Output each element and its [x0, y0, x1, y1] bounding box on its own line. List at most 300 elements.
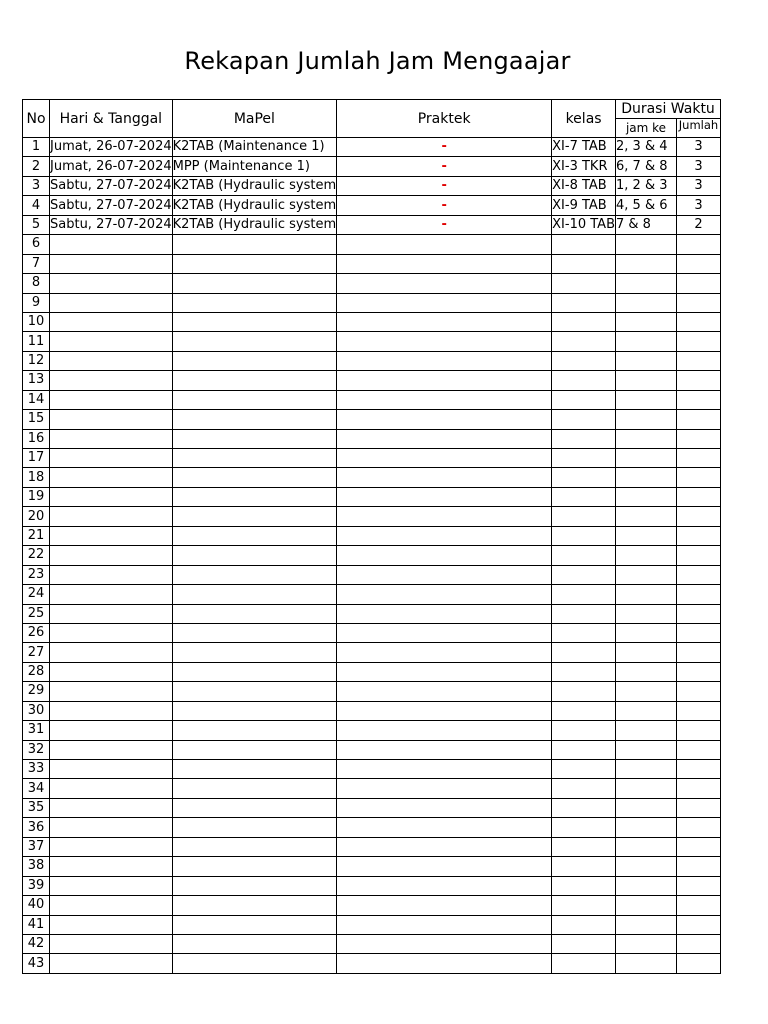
- cell-jam-ke: 7 & 8: [616, 215, 677, 234]
- cell-no: 19: [23, 487, 50, 506]
- cell-praktek: [337, 390, 552, 409]
- cell-mapel: [172, 468, 337, 487]
- cell-praktek: -: [337, 138, 552, 157]
- cell-hari-tanggal: [50, 526, 173, 545]
- table-row: [23, 585, 721, 604]
- cell-jumlah: [677, 526, 721, 545]
- cell-no: 28: [23, 662, 50, 681]
- cell-jam-ke: [616, 798, 677, 817]
- cell-jumlah: [677, 934, 721, 953]
- cell-jumlah: [677, 740, 721, 759]
- table-row: [23, 351, 721, 370]
- cell-no: 14: [23, 390, 50, 409]
- cell-no: 16: [23, 429, 50, 448]
- cell-jam-ke: [616, 546, 677, 565]
- cell-jumlah: 3: [677, 196, 721, 215]
- cell-kelas: [552, 235, 616, 254]
- table-row: [23, 254, 721, 273]
- cell-mapel: [172, 604, 337, 623]
- cell-mapel: [172, 332, 337, 351]
- cell-no: 37: [23, 837, 50, 856]
- table-row: [23, 293, 721, 312]
- cell-kelas: [552, 371, 616, 390]
- cell-jumlah: 3: [677, 176, 721, 195]
- cell-hari-tanggal: [50, 274, 173, 293]
- cell-hari-tanggal: [50, 662, 173, 681]
- cell-kelas: [552, 740, 616, 759]
- table-row: [23, 449, 721, 468]
- cell-jam-ke: [616, 449, 677, 468]
- cell-no: 30: [23, 701, 50, 720]
- cell-jumlah: [677, 915, 721, 934]
- cell-jam-ke: [616, 604, 677, 623]
- cell-hari-tanggal: [50, 351, 173, 370]
- cell-jumlah: [677, 351, 721, 370]
- cell-praktek: [337, 876, 552, 895]
- cell-jam-ke: [616, 274, 677, 293]
- cell-no: 33: [23, 760, 50, 779]
- cell-mapel: [172, 390, 337, 409]
- table-row: [23, 740, 721, 759]
- cell-jam-ke: [616, 857, 677, 876]
- cell-mapel: [172, 682, 337, 701]
- cell-hari-tanggal: [50, 468, 173, 487]
- cell-praktek: [337, 604, 552, 623]
- cell-jumlah: [677, 662, 721, 681]
- cell-praktek: [337, 274, 552, 293]
- cell-no: 42: [23, 934, 50, 953]
- cell-hari-tanggal: [50, 235, 173, 254]
- table-row: [23, 604, 721, 623]
- cell-no: 12: [23, 351, 50, 370]
- cell-mapel: [172, 487, 337, 506]
- page-title: Rekapan Jumlah Jam Mengaajar: [184, 47, 571, 75]
- cell-praktek: [337, 332, 552, 351]
- cell-hari-tanggal: [50, 740, 173, 759]
- cell-kelas: [552, 449, 616, 468]
- cell-jam-ke: [616, 565, 677, 584]
- cell-no: 43: [23, 954, 50, 973]
- cell-jam-ke: [616, 390, 677, 409]
- cell-jam-ke: [616, 585, 677, 604]
- cell-praktek: [337, 546, 552, 565]
- cell-no: 21: [23, 526, 50, 545]
- cell-hari-tanggal: [50, 701, 173, 720]
- cell-kelas: [552, 954, 616, 973]
- table-row: [23, 235, 721, 254]
- cell-hari-tanggal: [50, 371, 173, 390]
- cell-kelas: [552, 760, 616, 779]
- cell-no: 8: [23, 274, 50, 293]
- cell-jam-ke: [616, 351, 677, 370]
- cell-hari-tanggal: [50, 565, 173, 584]
- cell-jam-ke: 4, 5 & 6: [616, 196, 677, 215]
- cell-kelas: [552, 390, 616, 409]
- cell-no: 29: [23, 682, 50, 701]
- cell-jam-ke: [616, 623, 677, 642]
- cell-no: 7: [23, 254, 50, 273]
- cell-kelas: XI-8 TAB: [552, 176, 616, 195]
- cell-hari-tanggal: [50, 954, 173, 973]
- cell-kelas: [552, 604, 616, 623]
- table-row: [23, 721, 721, 740]
- cell-no: 27: [23, 643, 50, 662]
- table-row: [23, 682, 721, 701]
- cell-kelas: [552, 507, 616, 526]
- cell-praktek: [337, 623, 552, 642]
- table-row: [23, 138, 721, 157]
- cell-no: 15: [23, 410, 50, 429]
- cell-jam-ke: [616, 740, 677, 759]
- cell-jumlah: [677, 760, 721, 779]
- cell-mapel: [172, 274, 337, 293]
- cell-mapel: [172, 526, 337, 545]
- cell-praktek: [337, 740, 552, 759]
- table-row: [23, 643, 721, 662]
- header-mapel: MaPel: [172, 100, 337, 138]
- cell-praktek: [337, 701, 552, 720]
- cell-mapel: K2TAB (Maintenance 1): [172, 138, 337, 157]
- table-row: [23, 701, 721, 720]
- cell-mapel: [172, 546, 337, 565]
- cell-mapel: [172, 857, 337, 876]
- cell-jam-ke: [616, 332, 677, 351]
- cell-jumlah: [677, 798, 721, 817]
- cell-hari-tanggal: [50, 798, 173, 817]
- cell-mapel: [172, 954, 337, 973]
- cell-mapel: [172, 507, 337, 526]
- cell-hari-tanggal: [50, 760, 173, 779]
- cell-jam-ke: [616, 915, 677, 934]
- cell-kelas: [552, 546, 616, 565]
- cell-jumlah: [677, 468, 721, 487]
- cell-mapel: K2TAB (Hydraulic system: [172, 215, 337, 234]
- cell-jumlah: [677, 721, 721, 740]
- header-jumlah: Jumlah: [677, 119, 721, 138]
- cell-mapel: [172, 760, 337, 779]
- cell-hari-tanggal: [50, 818, 173, 837]
- table-row: [23, 468, 721, 487]
- table-row: [23, 176, 721, 195]
- cell-mapel: [172, 585, 337, 604]
- cell-hari-tanggal: [50, 682, 173, 701]
- cell-kelas: XI-3 TKR: [552, 157, 616, 176]
- header-jam-ke: jam ke: [616, 119, 677, 138]
- cell-jumlah: [677, 623, 721, 642]
- cell-no: 32: [23, 740, 50, 759]
- cell-jam-ke: [616, 254, 677, 273]
- cell-jumlah: [677, 449, 721, 468]
- cell-kelas: [552, 410, 616, 429]
- table-body: [23, 138, 721, 974]
- cell-jumlah: [677, 818, 721, 837]
- cell-no: 38: [23, 857, 50, 876]
- cell-jam-ke: [616, 371, 677, 390]
- cell-no: 34: [23, 779, 50, 798]
- cell-mapel: [172, 235, 337, 254]
- cell-kelas: [552, 254, 616, 273]
- cell-praktek: [337, 857, 552, 876]
- table-row: [23, 818, 721, 837]
- cell-kelas: [552, 293, 616, 312]
- cell-kelas: [552, 896, 616, 915]
- cell-hari-tanggal: [50, 429, 173, 448]
- cell-jam-ke: [616, 662, 677, 681]
- cell-praktek: -: [337, 196, 552, 215]
- cell-praktek: [337, 410, 552, 429]
- table-row: [23, 934, 721, 953]
- cell-kelas: [552, 701, 616, 720]
- cell-praktek: [337, 371, 552, 390]
- cell-praktek: [337, 351, 552, 370]
- cell-mapel: [172, 254, 337, 273]
- cell-jumlah: [677, 371, 721, 390]
- cell-no: 18: [23, 468, 50, 487]
- cell-hari-tanggal: [50, 254, 173, 273]
- table-row: [23, 857, 721, 876]
- cell-no: 9: [23, 293, 50, 312]
- cell-kelas: [552, 351, 616, 370]
- cell-mapel: [172, 876, 337, 895]
- cell-kelas: [552, 332, 616, 351]
- cell-jumlah: [677, 410, 721, 429]
- cell-praktek: [337, 312, 552, 331]
- cell-hari-tanggal: Sabtu, 27-07-2024: [50, 176, 173, 195]
- cell-no: 5: [23, 215, 50, 234]
- table-row: [23, 371, 721, 390]
- cell-kelas: XI-7 TAB: [552, 138, 616, 157]
- cell-hari-tanggal: Jumat, 26-07-2024: [50, 157, 173, 176]
- cell-no: 26: [23, 623, 50, 642]
- cell-mapel: [172, 293, 337, 312]
- cell-mapel: [172, 643, 337, 662]
- cell-jam-ke: [616, 643, 677, 662]
- cell-no: 25: [23, 604, 50, 623]
- cell-kelas: [552, 934, 616, 953]
- cell-kelas: [552, 643, 616, 662]
- cell-mapel: [172, 371, 337, 390]
- cell-jumlah: [677, 857, 721, 876]
- cell-hari-tanggal: [50, 390, 173, 409]
- table-row: [23, 526, 721, 545]
- cell-jumlah: [677, 332, 721, 351]
- cell-praktek: [337, 507, 552, 526]
- cell-jumlah: [677, 390, 721, 409]
- cell-kelas: [552, 662, 616, 681]
- cell-no: 13: [23, 371, 50, 390]
- cell-jumlah: [677, 565, 721, 584]
- cell-mapel: [172, 312, 337, 331]
- cell-jam-ke: [616, 779, 677, 798]
- table-row: [23, 954, 721, 973]
- cell-hari-tanggal: Sabtu, 27-07-2024: [50, 215, 173, 234]
- table-row: [23, 837, 721, 856]
- cell-kelas: [552, 857, 616, 876]
- cell-kelas: [552, 468, 616, 487]
- cell-hari-tanggal: [50, 721, 173, 740]
- cell-kelas: [552, 798, 616, 817]
- cell-kelas: [552, 274, 616, 293]
- cell-praktek: [337, 468, 552, 487]
- table-row: [23, 196, 721, 215]
- cell-hari-tanggal: Jumat, 26-07-2024: [50, 138, 173, 157]
- cell-jam-ke: [616, 312, 677, 331]
- cell-praktek: [337, 643, 552, 662]
- table-row: [23, 312, 721, 331]
- cell-kelas: [552, 779, 616, 798]
- cell-no: 35: [23, 798, 50, 817]
- cell-hari-tanggal: [50, 312, 173, 331]
- cell-jumlah: [677, 235, 721, 254]
- cell-jumlah: [677, 312, 721, 331]
- cell-hari-tanggal: [50, 546, 173, 565]
- cell-praktek: [337, 662, 552, 681]
- table-row: [23, 157, 721, 176]
- cell-mapel: [172, 429, 337, 448]
- cell-praktek: [337, 235, 552, 254]
- cell-praktek: [337, 760, 552, 779]
- cell-jumlah: [677, 487, 721, 506]
- cell-hari-tanggal: [50, 643, 173, 662]
- cell-hari-tanggal: [50, 837, 173, 856]
- cell-jam-ke: [616, 954, 677, 973]
- table-row: [23, 332, 721, 351]
- cell-jumlah: [677, 293, 721, 312]
- cell-kelas: [552, 818, 616, 837]
- header-praktek: Praktek: [337, 100, 552, 138]
- cell-mapel: [172, 798, 337, 817]
- cell-hari-tanggal: [50, 857, 173, 876]
- cell-mapel: K2TAB (Hydraulic system: [172, 176, 337, 195]
- cell-jumlah: 3: [677, 157, 721, 176]
- cell-jam-ke: [616, 760, 677, 779]
- cell-praktek: [337, 721, 552, 740]
- cell-praktek: [337, 449, 552, 468]
- cell-hari-tanggal: [50, 896, 173, 915]
- cell-mapel: [172, 701, 337, 720]
- cell-no: 36: [23, 818, 50, 837]
- cell-praktek: [337, 818, 552, 837]
- cell-no: 10: [23, 312, 50, 331]
- cell-no: 31: [23, 721, 50, 740]
- cell-praktek: [337, 779, 552, 798]
- cell-jam-ke: [616, 701, 677, 720]
- cell-hari-tanggal: [50, 876, 173, 895]
- table-row: [23, 546, 721, 565]
- cell-mapel: [172, 410, 337, 429]
- cell-praktek: [337, 915, 552, 934]
- cell-jumlah: [677, 429, 721, 448]
- cell-mapel: [172, 779, 337, 798]
- cell-no: 24: [23, 585, 50, 604]
- cell-mapel: [172, 565, 337, 584]
- table-row: [23, 487, 721, 506]
- cell-mapel: [172, 449, 337, 468]
- cell-mapel: [172, 351, 337, 370]
- cell-jam-ke: 1, 2 & 3: [616, 176, 677, 195]
- cell-jam-ke: [616, 818, 677, 837]
- cell-praktek: [337, 293, 552, 312]
- cell-hari-tanggal: Sabtu, 27-07-2024: [50, 196, 173, 215]
- cell-mapel: [172, 623, 337, 642]
- table-row: [23, 390, 721, 409]
- cell-praktek: [337, 487, 552, 506]
- table-row: [23, 915, 721, 934]
- cell-jam-ke: [616, 526, 677, 545]
- table-row: [23, 429, 721, 448]
- cell-no: 23: [23, 565, 50, 584]
- cell-kelas: [552, 876, 616, 895]
- table-row: [23, 896, 721, 915]
- cell-praktek: [337, 934, 552, 953]
- cell-hari-tanggal: [50, 585, 173, 604]
- header-kelas: kelas: [552, 100, 616, 138]
- cell-kelas: [552, 623, 616, 642]
- cell-no: 39: [23, 876, 50, 895]
- cell-praktek: [337, 896, 552, 915]
- cell-jumlah: [677, 682, 721, 701]
- cell-no: 20: [23, 507, 50, 526]
- cell-kelas: [552, 565, 616, 584]
- cell-hari-tanggal: [50, 332, 173, 351]
- cell-kelas: [552, 837, 616, 856]
- cell-jumlah: [677, 643, 721, 662]
- cell-jumlah: 2: [677, 215, 721, 234]
- cell-no: 4: [23, 196, 50, 215]
- table-row: [23, 623, 721, 642]
- cell-praktek: [337, 837, 552, 856]
- cell-kelas: [552, 721, 616, 740]
- cell-mapel: [172, 934, 337, 953]
- cell-hari-tanggal: [50, 779, 173, 798]
- cell-mapel: MPP (Maintenance 1): [172, 157, 337, 176]
- header-hari-tanggal: Hari & Tanggal: [50, 100, 173, 138]
- cell-jumlah: [677, 274, 721, 293]
- cell-jam-ke: 6, 7 & 8: [616, 157, 677, 176]
- cell-jam-ke: [616, 837, 677, 856]
- cell-praktek: -: [337, 176, 552, 195]
- cell-hari-tanggal: [50, 604, 173, 623]
- cell-no: 1: [23, 138, 50, 157]
- cell-jam-ke: [616, 507, 677, 526]
- cell-praktek: [337, 954, 552, 973]
- table-row: [23, 507, 721, 526]
- cell-mapel: K2TAB (Hydraulic system: [172, 196, 337, 215]
- cell-no: 41: [23, 915, 50, 934]
- cell-kelas: [552, 312, 616, 331]
- cell-jumlah: [677, 604, 721, 623]
- cell-jam-ke: 2, 3 & 4: [616, 138, 677, 157]
- cell-jam-ke: [616, 876, 677, 895]
- cell-jam-ke: [616, 429, 677, 448]
- cell-kelas: [552, 682, 616, 701]
- cell-hari-tanggal: [50, 623, 173, 642]
- header-durasi-waktu: Durasi Waktu: [616, 100, 721, 119]
- cell-jam-ke: [616, 721, 677, 740]
- cell-no: 22: [23, 546, 50, 565]
- cell-no: 40: [23, 896, 50, 915]
- cell-hari-tanggal: [50, 507, 173, 526]
- cell-kelas: [552, 487, 616, 506]
- cell-jam-ke: [616, 468, 677, 487]
- cell-jumlah: [677, 254, 721, 273]
- cell-mapel: [172, 896, 337, 915]
- table-row: [23, 760, 721, 779]
- cell-jam-ke: [616, 235, 677, 254]
- cell-jam-ke: [616, 682, 677, 701]
- cell-kelas: XI-9 TAB: [552, 196, 616, 215]
- cell-hari-tanggal: [50, 293, 173, 312]
